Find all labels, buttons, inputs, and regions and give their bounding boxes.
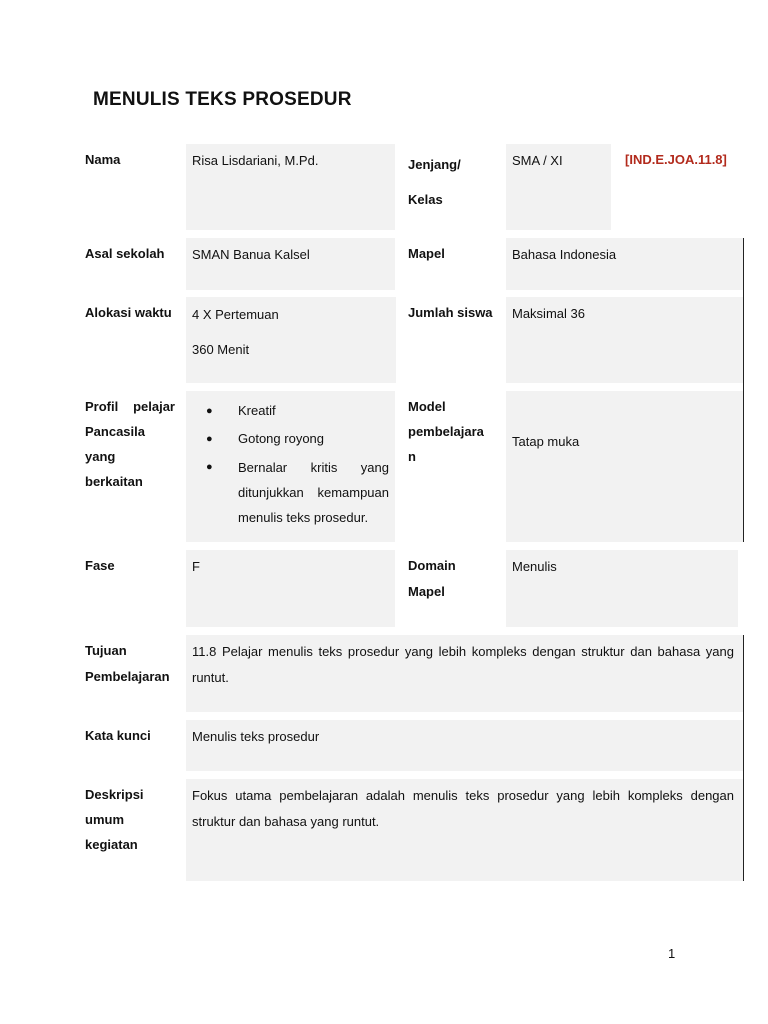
label-asal-sekolah: Asal sekolah [85, 246, 165, 261]
value-jumlah-siswa [506, 297, 743, 383]
value-domain-text: Menulis [512, 559, 557, 574]
value-jumlah-siswa-text: Maksimal 36 [512, 306, 585, 321]
label-model-pembelajaran [408, 394, 484, 469]
label-deskripsi-line2: umum [85, 812, 124, 827]
value-mapel-text: Bahasa Indonesia [512, 247, 617, 262]
label-domain-mapel [408, 553, 456, 605]
label-profil-line2: Pancasila [85, 424, 145, 439]
value-model-pembelajaran [506, 391, 743, 542]
value-kata-kunci-text: Menulis teks prosedur [192, 729, 320, 744]
value-asal-sekolah-text: SMAN Banua Kalsel [192, 247, 310, 262]
table-border-right [743, 238, 744, 542]
page-title: MENULIS TEKS PROSEDUR [93, 89, 352, 110]
value-mapel [506, 238, 743, 290]
label-fase: Fase [85, 558, 115, 573]
value-alokasi-waktu [186, 297, 396, 383]
label-jenjang-line1: Jenjang/ [408, 157, 461, 172]
value-deskripsi-text: Fokus utama pembelajaran adalah menulis teks prosedur yang lebih kompleks dengan struktur dan bahasa yang runtut. [192, 788, 734, 829]
label-model-line2: pembelajara [408, 424, 484, 439]
label-jenjang-line2: Kelas [408, 192, 443, 207]
label-profil-line1 [85, 394, 175, 419]
value-domain-mapel [506, 550, 738, 627]
label-mapel: Mapel [408, 246, 445, 261]
label-nama: Nama [85, 152, 121, 167]
label-tujuan-pembelajaran [85, 638, 170, 690]
label-profil-line3: yang [85, 449, 116, 464]
label-profil-line4: berkaitan [85, 474, 143, 489]
value-fase [186, 550, 395, 627]
label-deskripsi-line3: kegiatan [85, 837, 138, 852]
value-profil-pelajar [186, 391, 395, 542]
label-deskripsi-line1: Deskripsi [85, 787, 144, 802]
label-deskripsi [85, 782, 144, 857]
label-model-line3: n [408, 449, 416, 464]
list-item: ● Gotong royong [192, 425, 389, 453]
label-tujuan-line1: Tujuan [85, 643, 127, 658]
value-fase-text: F [192, 559, 200, 574]
label-alokasi-waktu: Alokasi waktu [85, 305, 172, 320]
label-domain-line2: Mapel [408, 584, 445, 599]
list-item: ● Bernalar kritis yang ditunjukkan kemampuan menulis teks prosedur. [192, 455, 389, 530]
label-profil-word1: Profil [85, 399, 119, 414]
value-jenjang-text: SMA / XI [512, 153, 563, 168]
page-number: 1 [668, 946, 676, 961]
value-nama [186, 144, 395, 230]
label-profil-word2: pelajar [133, 399, 175, 414]
table-border-right [743, 635, 744, 881]
label-profil-pelajar [85, 394, 175, 494]
value-tujuan-pembelajaran [186, 635, 743, 712]
value-tujuan-text: 11.8 Pelajar menulis teks prosedur yang lebih kompleks dengan struktur dan bahasa yang runtut. [192, 644, 734, 685]
value-deskripsi [186, 779, 743, 881]
list-item: ● Kreatif [192, 397, 389, 425]
value-asal-sekolah [186, 238, 395, 290]
label-kata-kunci: Kata kunci [85, 728, 151, 743]
label-jumlah-siswa: Jumlah siswa [408, 305, 493, 320]
label-model-line1: Model [408, 399, 446, 414]
value-alokasi-line1: 4 X Pertemuan [192, 307, 279, 322]
value-kata-kunci [186, 720, 743, 771]
competency-code: [IND.E.JOA.11.8] [625, 152, 727, 167]
label-tujuan-line2: Pembelajaran [85, 669, 170, 684]
value-nama-text: Risa Lisdariani, M.Pd. [192, 153, 319, 168]
profil-list [192, 397, 389, 530]
value-model-text: Tatap muka [512, 434, 580, 449]
label-domain-line1: Domain [408, 558, 456, 573]
value-alokasi-line2: 360 Menit [192, 342, 250, 357]
value-jenjang [506, 144, 611, 230]
label-jenjang [408, 147, 461, 217]
